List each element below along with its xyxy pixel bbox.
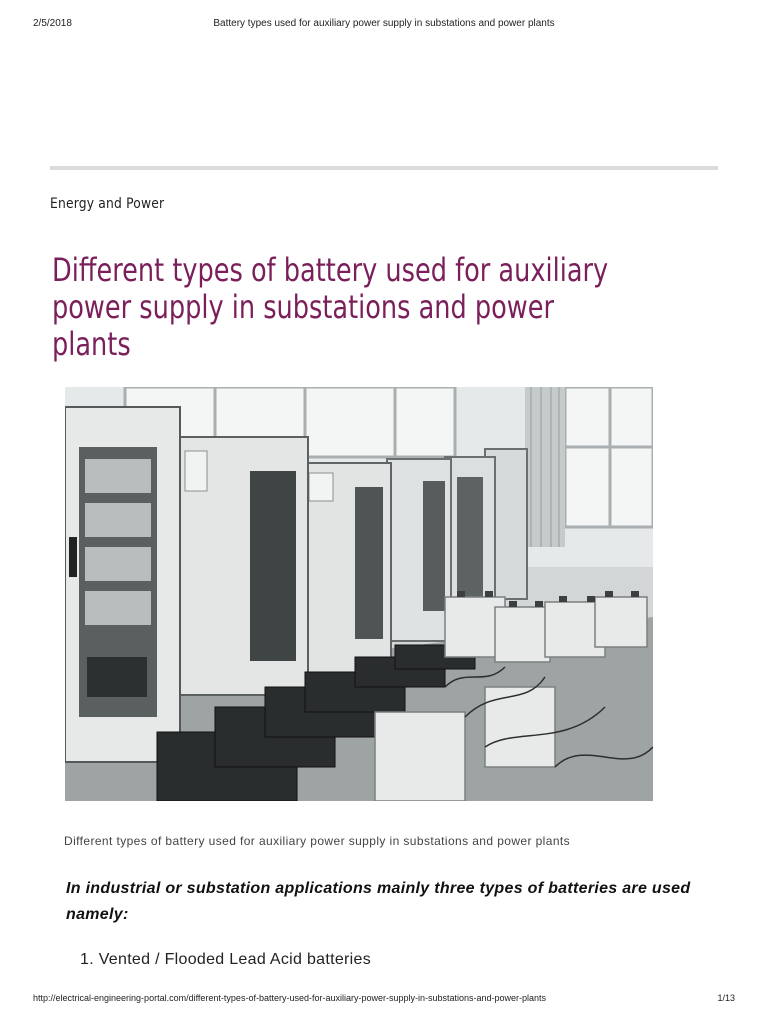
page-number: 1/13: [717, 993, 735, 1003]
print-date: 2/5/2018: [33, 18, 72, 29]
list-item-text: Vented / Flooded Lead Acid batteries: [98, 951, 372, 968]
intro-paragraph: In industrial or substation applications mainly three types of batteries are used namely:: [66, 880, 691, 923]
source-url[interactable]: http://electrical-engineering-portal.com/different-types-of-battery-used-for-auxiliary-power-supply-in-substations-and-power-plants: [33, 993, 547, 1003]
header-divider: [50, 166, 718, 170]
article-title-line-2: power supply in substations and power plants: [52, 288, 555, 363]
print-document-title: Battery types used for auxiliary power supply in substations and power plants: [213, 18, 555, 29]
print-footer: [0, 993, 768, 1007]
article-photo: [65, 387, 653, 801]
list-item: [80, 951, 371, 969]
article-title-line-1: Different types of battery used for auxiliary: [52, 251, 609, 289]
category-label[interactable]: Energy and Power: [50, 196, 165, 212]
photo-caption: Different types of battery used for auxiliary power supply in substations and power plants: [64, 834, 571, 848]
article-title: [52, 252, 612, 363]
list-item-marker: 1.: [80, 951, 94, 968]
battery-types-list: [80, 951, 371, 969]
battery-room-illustration: [65, 387, 653, 801]
print-header: [0, 18, 768, 32]
